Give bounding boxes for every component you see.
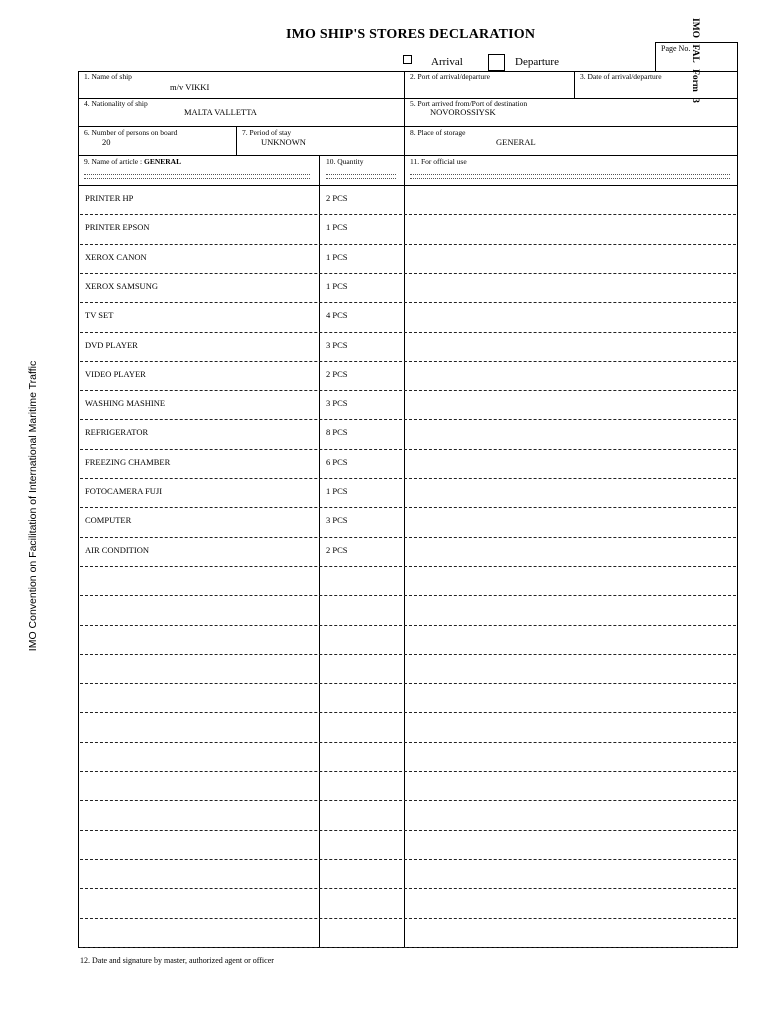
form-code-line: FAL (690, 44, 700, 63)
row-dash-line (80, 712, 736, 713)
item-name[interactable]: PRINTER HP (85, 193, 134, 203)
name-of-ship-field[interactable]: m/v VIKKI (170, 82, 210, 92)
article-type: GENERAL (143, 157, 182, 166)
item-name[interactable]: TV SET (85, 310, 114, 320)
row-dash-line (80, 566, 736, 567)
form-frame (78, 71, 738, 948)
date-label: 3. Date of arrival/departure (580, 72, 662, 81)
nationality-label: 4. Nationality of ship (84, 99, 148, 108)
row-divider (78, 185, 738, 186)
item-name[interactable]: AIR CONDITION (85, 545, 149, 555)
item-quantity[interactable]: 3 PCS (326, 515, 348, 525)
arrival-checkbox[interactable] (403, 55, 412, 64)
nationality-field[interactable]: MALTA VALLETTA (184, 107, 257, 117)
row-divider (78, 155, 738, 156)
row-dash-line (80, 537, 736, 538)
period-field[interactable]: UNKNOWN (261, 137, 306, 147)
official-use-label: 11. For official use (410, 157, 467, 166)
article-label-text: 9. Name of article : (84, 157, 144, 166)
row-dash-line (80, 214, 736, 215)
item-quantity[interactable]: 8 PCS (326, 427, 348, 437)
item-name[interactable]: COMPUTER (85, 515, 132, 525)
side-caption: IMO Convention on Facilitation of International Maritime Traffic (27, 360, 39, 652)
page-number-box[interactable] (655, 42, 738, 72)
period-label: 7. Period of stay (242, 128, 292, 137)
row-dash-line (80, 419, 736, 420)
form-title: IMO SHIP'S STORES DECLARATION (286, 27, 536, 42)
row-divider (78, 126, 738, 127)
column-divider (236, 126, 237, 155)
row-dash-line (80, 625, 736, 626)
item-name[interactable]: FOTOCAMERA FUJI (85, 486, 163, 496)
item-name[interactable]: REFRIGERATOR (85, 427, 149, 437)
row-dash-line (80, 507, 736, 508)
row-divider (78, 98, 738, 99)
item-quantity[interactable]: 1 PCS (326, 486, 348, 496)
column-divider (404, 71, 405, 948)
dotted-line (410, 178, 730, 179)
row-dash-line (80, 830, 736, 831)
dotted-line (326, 178, 396, 179)
item-name[interactable]: DVD PLAYER (85, 340, 138, 350)
row-dash-line (80, 947, 736, 948)
departure-label: Departure (515, 56, 559, 68)
row-dash-line (80, 654, 736, 655)
row-dash-line (80, 800, 736, 801)
dotted-line (84, 178, 310, 179)
row-dash-line (80, 302, 736, 303)
item-quantity[interactable]: 3 PCS (326, 398, 348, 408)
storage-field[interactable]: GENERAL (496, 137, 536, 147)
item-quantity[interactable]: 2 PCS (326, 545, 348, 555)
dotted-line (326, 174, 396, 175)
name-of-ship-label: 1. Name of ship (84, 72, 132, 81)
row-dash-line (80, 595, 736, 596)
item-name[interactable]: WASHING MASHINE (85, 398, 166, 408)
row-dash-line (80, 332, 736, 333)
dotted-line (84, 174, 310, 175)
item-quantity[interactable]: 1 PCS (326, 222, 348, 232)
row-dash-line (80, 742, 736, 743)
row-dash-line (80, 918, 736, 919)
departure-checkbox[interactable] (488, 54, 505, 71)
form-code-line: Form (690, 69, 700, 92)
item-name[interactable]: PRINTER EPSON (85, 222, 150, 232)
arrival-label: Arrival (431, 56, 463, 68)
port-arrived-label: 5. Port arrived from/Port of destination (410, 99, 528, 108)
item-quantity[interactable]: 4 PCS (326, 310, 348, 320)
quantity-label: 10. Quantity (326, 157, 364, 166)
row-dash-line (80, 478, 736, 479)
item-name[interactable]: FREEZING CHAMBER (85, 457, 171, 467)
row-dash-line (80, 244, 736, 245)
article-label (84, 157, 181, 166)
row-dash-line (80, 683, 736, 684)
row-dash-line (80, 361, 736, 362)
signature-label: 12. Date and signature by master, authorized agent or officer (80, 956, 274, 965)
item-quantity[interactable]: 6 PCS (326, 457, 348, 467)
port-label: 2. Port of arrival/departure (410, 72, 490, 81)
item-name[interactable]: XEROX SAMSUNG (85, 281, 158, 291)
form-code-line: IMO (690, 18, 700, 39)
row-dash-line (80, 390, 736, 391)
item-quantity[interactable]: 2 PCS (326, 369, 348, 379)
row-dash-line (80, 859, 736, 860)
item-quantity[interactable]: 1 PCS (326, 252, 348, 262)
row-dash-line (80, 449, 736, 450)
item-quantity[interactable]: 2 PCS (326, 193, 348, 203)
dotted-line (410, 174, 730, 175)
port-arrived-field[interactable]: NOVOROSSIYSK (430, 107, 496, 117)
persons-label: 6. Number of persons on board (84, 128, 178, 137)
item-quantity[interactable]: 3 PCS (326, 340, 348, 350)
item-name[interactable]: XEROX CANON (85, 252, 147, 262)
item-quantity[interactable]: 1 PCS (326, 281, 348, 291)
item-name[interactable]: VIDEO PLAYER (85, 369, 146, 379)
row-dash-line (80, 771, 736, 772)
row-dash-line (80, 888, 736, 889)
column-divider (574, 71, 575, 98)
storage-label: 8. Place of storage (410, 128, 466, 137)
form-code-line: 3 (690, 98, 700, 103)
row-dash-line (80, 273, 736, 274)
persons-field[interactable]: 20 (102, 137, 111, 147)
page-number-label: Page No. (661, 44, 691, 53)
